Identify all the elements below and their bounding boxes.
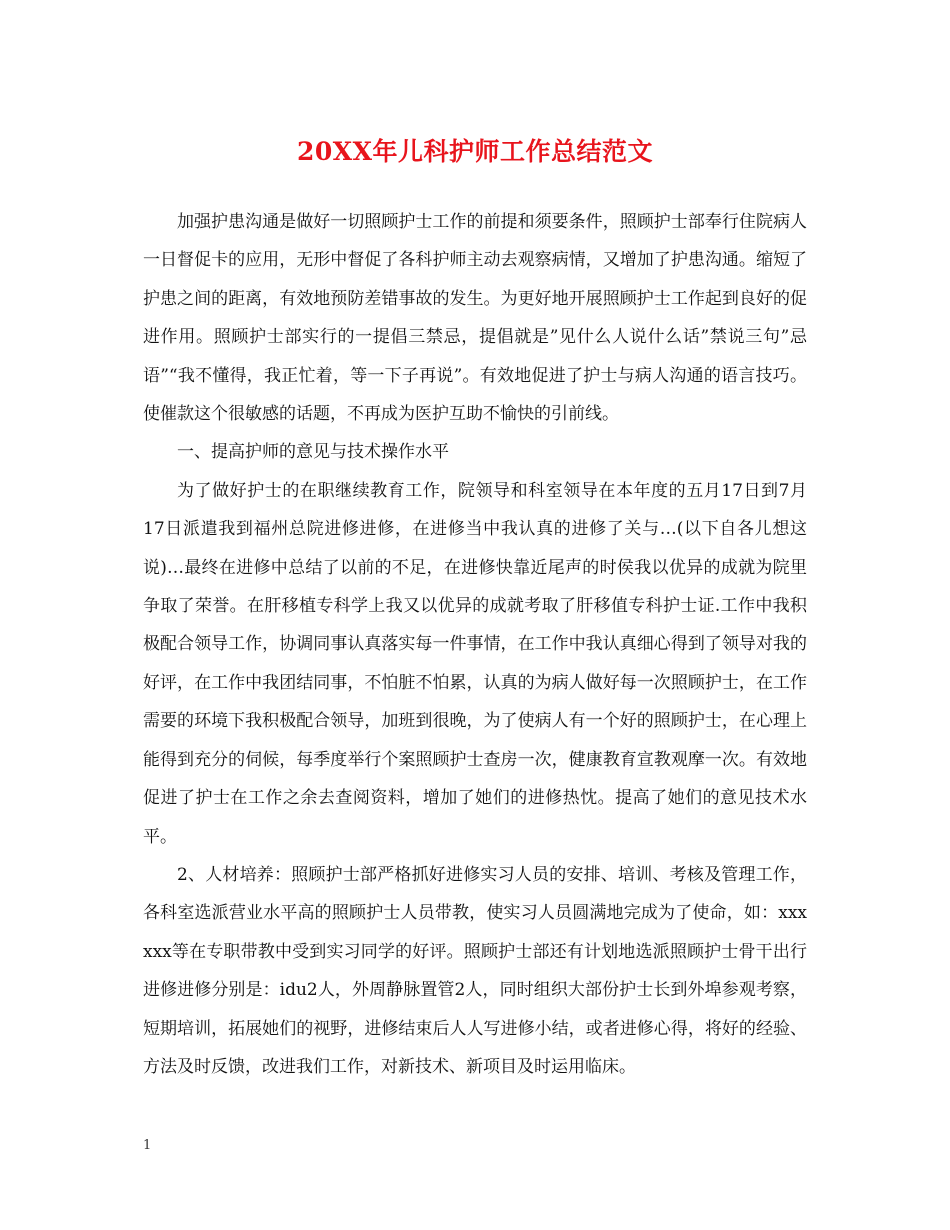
page-number: 1 — [143, 1138, 152, 1153]
paragraph-talent-training: 2、人材培养：照顾护士部严格抓好进修实习人员的安排、培训、考核及管理工作，各科室选派营业水平高的照顾护士人员带教，使实习人员圆满地完成为了使命，如：xxx xxx等在专职带教中受到实习同学的好评。照顾护士部还有计划地选派照顾护士骨干出行进修进修分别是：idu2人，外周静脉置管2人，同时组织大部份护士长到外埠参观考察，短期培训，拓展她们的视野，进修结束后人人写进修小结，或者进修心得，将好的经验、方法及时反馈，改进我们工作，对新技术、新项目及时运用临床。 — [143, 864, 807, 1077]
paragraph-continuing-education: 为了做好护士的在职继续教育工作，院领导和科室领导在本年度的五月17日到7月17日派遣我到福州总院进修进修，在进修当中我认真的进修了关与…(以下自各儿想这说)…最终在进修中总结了以前的不足，在进修快靠近尾声的时侯我以优异的成就为院里争取了荣誉。在肝移植专科学上我又以优异的成就考取了肝移值专科护士证.工作中我积极配合领导工作，协调同事认真落实每一件事情，在工作中我认真细心得到了领导对我的好评，在工作中我团结同事，不怕脏不怕累，认真的为病人做好每一次照顾护士，在工作需要的环境下我积极配合领导，加班到很晚，为了使病人有一个好的照顾护士，在心理上能得到充分的伺候，每季度举行个案照顾护士查房一次，健康教育宣教观摩一次。有效地促进了护士在工作之余去查阅资料，增加了她们的进修热忱。提高了她们的意见技术水平。 — [143, 480, 807, 847]
paragraph-communication: 加强护患沟通是做好一切照顾护士工作的前提和须要条件，照顾护士部奉行住院病人一日督促卡的应用，无形中督促了各科护师主动去观察病情，又增加了护患沟通。缩短了护患之间的距离，有效地预防差错事故的发生。为更好地开展照顾护士工作起到良好的促进作用。照顾护士部实行的一提倡三禁忌，提倡就是”见什么人说什么话”禁说三句”忌语”“我不懂得，我正忙着，等一下子再说”。有效地促进了护士与病人沟通的语言技巧。使催款这个很敏感的话题，不再成为医护互助不愉快的引前线。 — [143, 212, 807, 425]
document-body — [143, 203, 807, 1086]
section-heading-1: 一、提高护师的意见与技术操作水平 — [177, 442, 449, 463]
document-title: 20XX年儿科护师工作总结范文 — [296, 137, 654, 166]
